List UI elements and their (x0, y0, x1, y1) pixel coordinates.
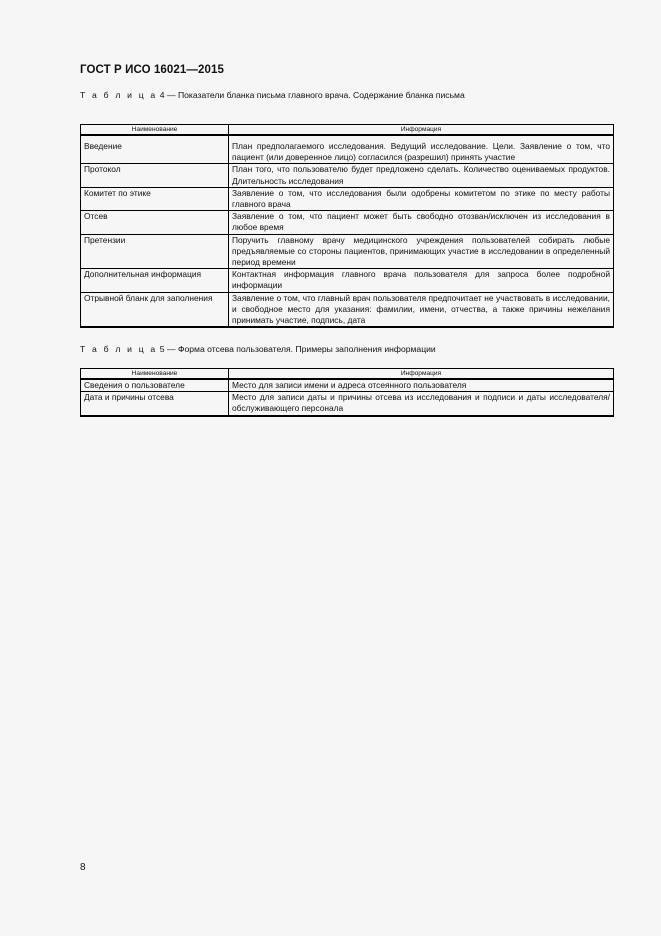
row-name: Протокол (81, 164, 229, 187)
table5-caption (80, 344, 436, 354)
row-name: Претензии (81, 234, 229, 269)
table-row (81, 211, 614, 234)
row-info: План предполагаемого исследования. Ведущий исследование. Цели. Заявление о том, что пациент (или доверенное лицо) согласился (разрешил) принять участие (229, 135, 614, 164)
table4 (80, 124, 614, 328)
table-row (81, 187, 614, 210)
table5-caption-number: 5 (159, 344, 165, 354)
row-info: Место для записи даты и причины отсева из исследования и подписи и даты исследователя/обслуживающего персонала (229, 392, 614, 416)
document-header: ГОСТ Р ИСО 16021—2015 (80, 64, 225, 76)
table4-caption-label: Т а б л и ц а (80, 90, 158, 100)
row-name: Отсев (81, 211, 229, 234)
page-number: 8 (80, 862, 86, 873)
table-header-row (81, 369, 614, 380)
table5 (80, 368, 614, 417)
table-row (81, 392, 614, 416)
row-info: Заявление о том, что пациент может быть свободно отозван/исключен из исследования в любое время (229, 211, 614, 234)
table5-caption-text: — Форма отсева пользователя. Примеры заполнения информации (166, 344, 436, 354)
row-info: Заявление о том, что исследования были одобрены комитетом по этике по месту работы главного врача (229, 187, 614, 210)
row-info: Поручить главному врачу медицинского учреждения пользователей собирать любые предъявляемые со стороны пациентов, принимающих участие в исследовании в определенный период времени (229, 234, 614, 269)
table-row (81, 234, 614, 269)
table4-caption-text: — Показатели бланка письма главного врача. Содержание бланка письма (166, 90, 465, 100)
table-row (81, 135, 614, 164)
column-header-name: Наименование (81, 369, 229, 380)
row-name: Дополнительная информация (81, 269, 229, 292)
row-name: Отрывной бланк для заполнения (81, 292, 229, 327)
table4-caption (80, 90, 465, 100)
table5-caption-label: Т а б л и ц а (80, 344, 158, 354)
row-name: Дата и причины отсева (81, 392, 229, 416)
row-info: План того, что пользователю будет предложено сделать. Количество оцениваемых продуктов. Длительность исследования (229, 164, 614, 187)
row-name: Комитет по этике (81, 187, 229, 210)
column-header-info: Информация (229, 369, 614, 380)
row-name: Сведения о пользователе (81, 379, 229, 392)
table-row (81, 292, 614, 327)
row-info: Заявление о том, что главный врач пользователя предпочитает не участвовать в исследовании, и свободное место для указания: фамилии, имени, отчества, а также причины нежелания принимать участие, подпись, дата (229, 292, 614, 327)
table-row (81, 164, 614, 187)
table-header-row (81, 125, 614, 136)
table-row (81, 269, 614, 292)
row-name: Введение (81, 135, 229, 164)
table4-caption-number: 4 (159, 90, 165, 100)
column-header-name: Наименование (81, 125, 229, 136)
row-info: Контактная информация главного врача пользователя для запроса более подробной информации (229, 269, 614, 292)
table-row (81, 379, 614, 392)
column-header-info: Информация (229, 125, 614, 136)
row-info: Место для записи имени и адреса отсеянного пользователя (229, 379, 614, 392)
